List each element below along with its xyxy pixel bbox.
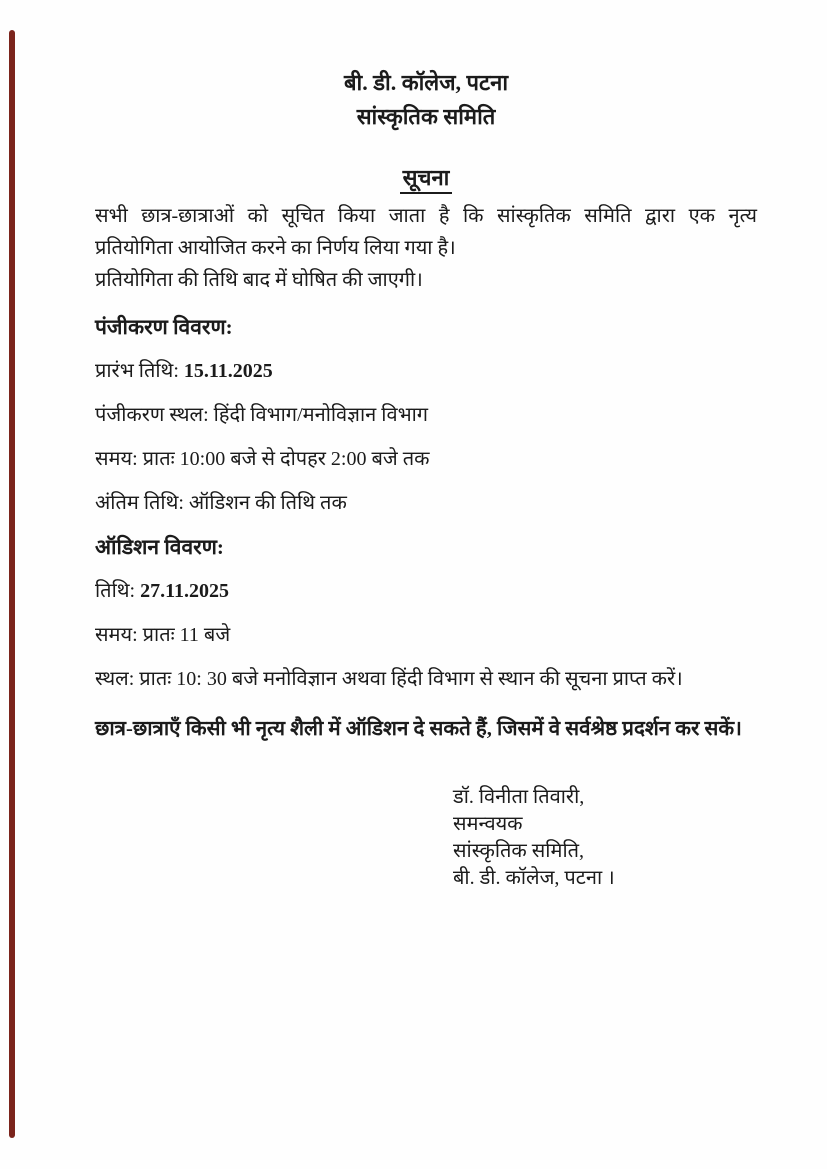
audition-date-value: 27.11.2025 <box>140 580 230 602</box>
signatory-designation: समन्वयक <box>453 813 523 835</box>
registration-last-date-label: अंतिम तिथि: <box>95 492 184 514</box>
left-margin-line <box>9 30 15 1138</box>
notice-title-wrap <box>95 164 757 194</box>
registration-venue <box>95 403 757 428</box>
registration-section-heading: पंजीकरण विवरण: <box>95 315 233 339</box>
audition-venue-label: स्थल: <box>95 668 135 690</box>
audition-venue <box>95 667 757 692</box>
audition-time-value: प्रातः 11 बजे <box>142 624 231 646</box>
audition-date <box>95 579 757 604</box>
registration-time <box>95 447 757 472</box>
audition-section-heading: ऑडिशन विवरण: <box>95 535 224 559</box>
committee-name-heading: सांस्कृतिक समिति <box>356 104 496 129</box>
intro-line-3: प्रतियोगिता की तिथि बाद में घोषित की जाएगी। <box>95 269 423 291</box>
audition-time-label: समय: <box>95 624 138 646</box>
intro-paragraph <box>95 200 757 296</box>
registration-start-date-label: प्रारंभ तिथि: <box>95 360 179 382</box>
registration-start-date <box>95 359 757 384</box>
college-name-heading: बी. डी. कॉलेज, पटना <box>343 70 509 95</box>
closing-note: छात्र-छात्राएँ किसी भी नृत्य शैली में ऑडिशन दे सकते हैं, जिसमें वे सर्वश्रेष्ठ प्रदर्शन कर सकें। <box>95 718 742 740</box>
signatory-name: डॉ. विनीता तिवारी, <box>453 786 585 808</box>
registration-time-label: समय: <box>95 448 138 470</box>
audition-time <box>95 623 757 648</box>
notice-title: सूचना <box>400 164 453 194</box>
signatory-college: बी. डी. कॉलेज, पटना । <box>453 867 615 889</box>
registration-start-date-value: 15.11.2025 <box>183 360 273 382</box>
registration-time-value: प्रातः 10:00 बजे से दोपहर 2:00 बजे तक <box>142 448 430 470</box>
intro-line-2: प्रतियोगिता आयोजित करने का निर्णय लिया गया है। <box>95 237 456 259</box>
registration-last-date-value: ऑडिशन की तिथि तक <box>188 492 347 514</box>
signatory-committee: सांस्कृतिक समिति, <box>453 840 585 862</box>
document-content <box>95 68 757 892</box>
audition-date-label: तिथि: <box>95 580 136 602</box>
signature-block <box>453 784 757 892</box>
registration-venue-label: पंजीकरण स्थल: <box>95 404 209 426</box>
intro-line-1: सभी छात्र-छात्राओं को सूचित किया जाता है कि सांस्कृतिक समिति द्वारा एक नृत्य <box>95 205 757 227</box>
registration-venue-value: हिंदी विभाग/मनोविज्ञान विभाग <box>213 404 429 426</box>
registration-last-date <box>95 491 757 516</box>
audition-venue-value: प्रातः 10: 30 बजे मनोविज्ञान अथवा हिंदी विभाग से स्थान की सूचना प्राप्त करें। <box>139 668 683 690</box>
